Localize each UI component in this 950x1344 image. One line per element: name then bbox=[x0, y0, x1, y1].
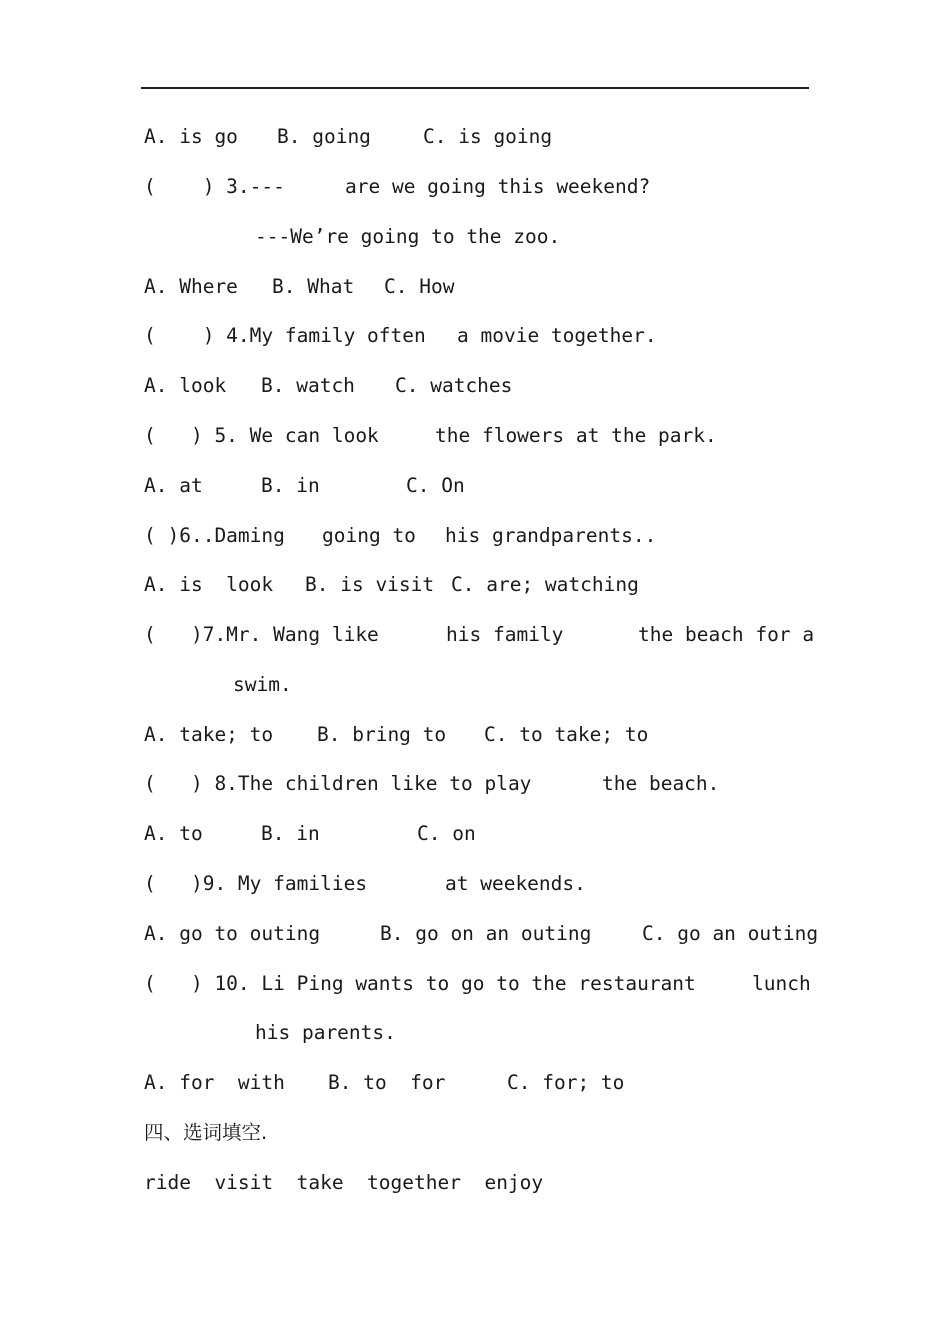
q4-stem bbox=[0, 321, 657, 351]
q10-continuation bbox=[0, 1018, 396, 1048]
q5-stem bbox=[0, 421, 717, 451]
question-text: ( ) 8.The children like to play bbox=[144, 772, 532, 795]
option-a: A. take; to bbox=[144, 723, 274, 746]
question-text: the beach for a bbox=[638, 623, 815, 646]
question-text: lunch bbox=[752, 972, 811, 995]
option-a: A. go to outing bbox=[144, 922, 321, 945]
q10-options bbox=[0, 1068, 625, 1098]
option-b: B. bring to bbox=[317, 723, 447, 746]
option-b: B. What bbox=[272, 275, 355, 298]
option-b: B. in bbox=[261, 474, 320, 497]
question-text: ( ) 5. We can look bbox=[144, 424, 379, 447]
q4-options bbox=[0, 371, 513, 401]
option-a: A. is go bbox=[144, 125, 238, 148]
q8-options bbox=[0, 819, 476, 849]
option-c: C. How bbox=[384, 275, 455, 298]
question-text: ( ) 10. Li Ping wants to go to the restaurant bbox=[144, 972, 696, 995]
question-text: at weekends. bbox=[445, 872, 586, 895]
option-c: C. on bbox=[417, 822, 476, 845]
q2-options bbox=[0, 122, 553, 152]
q3-answer-line bbox=[0, 222, 561, 252]
q9-options bbox=[0, 919, 819, 949]
question-number: ( ) 3.--- bbox=[144, 175, 285, 198]
question-text: going to bbox=[322, 524, 416, 547]
section-four-heading bbox=[0, 1118, 268, 1148]
header-rule bbox=[141, 87, 809, 89]
question-text: his parents. bbox=[255, 1021, 396, 1044]
option-c: C. watches bbox=[395, 374, 513, 397]
question-text: ( )6..Daming bbox=[144, 524, 285, 547]
question-text: ---We’re going to the zoo. bbox=[255, 225, 561, 248]
option-b: B. in bbox=[261, 822, 320, 845]
question-text: the beach. bbox=[602, 772, 720, 795]
option-a: A. is look bbox=[144, 573, 274, 596]
q10-stem bbox=[0, 969, 811, 999]
option-c: C. On bbox=[406, 474, 465, 497]
option-a: A. Where bbox=[144, 275, 238, 298]
q3-stem bbox=[0, 172, 651, 202]
q5-options bbox=[0, 471, 465, 501]
q7-options bbox=[0, 720, 649, 750]
question-text: the flowers at the park. bbox=[435, 424, 717, 447]
option-c: C. to take; to bbox=[484, 723, 649, 746]
q6-stem bbox=[0, 521, 657, 551]
q8-stem bbox=[0, 769, 720, 799]
question-text: are we going this weekend? bbox=[345, 175, 651, 198]
q3-options bbox=[0, 272, 455, 302]
section-title: 四、选词填空. bbox=[144, 1121, 268, 1144]
option-b: B. to for bbox=[328, 1071, 446, 1094]
option-c: C. go an outing bbox=[642, 922, 819, 945]
option-a: A. for with bbox=[144, 1071, 285, 1094]
q7-stem bbox=[0, 620, 815, 650]
word-bank bbox=[0, 1168, 544, 1198]
option-b: B. is visit bbox=[305, 573, 435, 596]
option-a: A. at bbox=[144, 474, 203, 497]
question-text: ( ) 4.My family often bbox=[144, 324, 426, 347]
question-text: his grandparents.. bbox=[445, 524, 657, 547]
option-b: B. watch bbox=[261, 374, 355, 397]
option-a: A. look bbox=[144, 374, 227, 397]
option-c: C. for; to bbox=[507, 1071, 625, 1094]
q6-options bbox=[0, 570, 639, 600]
option-c: C. is going bbox=[423, 125, 553, 148]
option-b: B. going bbox=[277, 125, 371, 148]
question-text: swim. bbox=[233, 673, 292, 696]
option-b: B. go on an outing bbox=[380, 922, 592, 945]
question-text: ( )9. My families bbox=[144, 872, 368, 895]
option-a: A. to bbox=[144, 822, 203, 845]
question-text: a movie together. bbox=[457, 324, 657, 347]
question-text: ( )7.Mr. Wang like bbox=[144, 623, 379, 646]
word-bank-words: ride visit take together enjoy bbox=[144, 1171, 544, 1194]
q7-continuation bbox=[0, 670, 292, 700]
q9-stem bbox=[0, 869, 586, 899]
option-c: C. are; watching bbox=[451, 573, 639, 596]
question-text: his family bbox=[446, 623, 564, 646]
